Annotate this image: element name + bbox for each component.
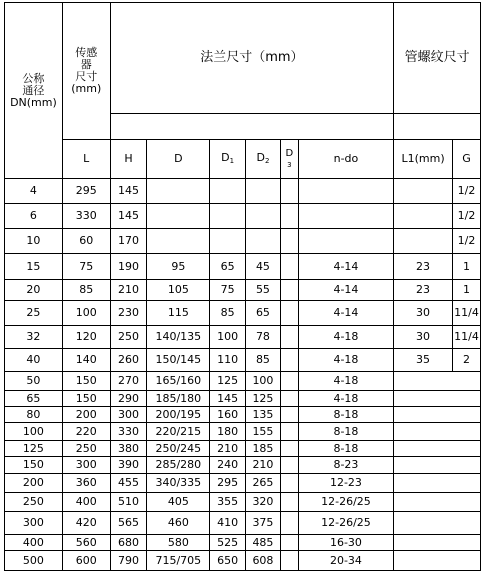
cell-dn: 100 [5,423,63,441]
cell-D [147,229,210,254]
cell-ndo: 4-14 [298,254,393,280]
cell-H: 510 [110,493,147,512]
cell-D1: 85 [210,301,246,326]
cell-L1 [394,179,453,204]
cell-L: 360 [62,474,110,493]
cell-L: 420 [62,512,110,535]
header-dn [5,3,63,179]
cell-ndo: 12-23 [298,474,393,493]
cell-ndo [298,179,393,204]
empty-thread-area [394,372,481,391]
cell-D1: 525 [210,535,246,551]
cell-D3 [280,512,298,535]
cell-L: 120 [62,326,110,349]
table-row [5,204,481,229]
cell-D2: 55 [246,280,281,301]
cell-dn: 20 [5,280,63,301]
cell-G: 1/2 [452,204,480,229]
table-row [5,474,481,493]
header-sensor-line1: 传感 [75,46,98,59]
col-header-L: L [62,140,110,179]
cell-D2: 155 [246,423,281,441]
cell-D1: 100 [210,326,246,349]
empty-thread-area [394,512,481,535]
cell-ndo [298,204,393,229]
cell-L: 100 [62,301,110,326]
cell-D3 [280,474,298,493]
cell-D3 [280,229,298,254]
table-row [5,349,481,372]
table-row [5,280,481,301]
cell-ndo: 4-18 [298,349,393,372]
cell-D: 95 [147,254,210,280]
table-row [5,407,481,423]
table-row [5,391,481,407]
cell-L: 250 [62,441,110,457]
cell-D1: 65 [210,254,246,280]
cell-dn: 50 [5,372,63,391]
col-header-L1: L1(mm) [394,140,453,179]
cell-L: 75 [62,254,110,280]
cell-D: 285/280 [147,457,210,474]
cell-H: 260 [110,349,147,372]
cell-dn: 500 [5,551,63,571]
cell-D3 [280,423,298,441]
cell-H: 145 [110,204,147,229]
empty-thread-area [394,423,481,441]
cell-dn: 125 [5,441,63,457]
cell-L: 220 [62,423,110,441]
cell-D2: 65 [246,301,281,326]
cell-D1: 160 [210,407,246,423]
header-sensor-line2: 器 [80,58,92,71]
cell-G: 1 [452,280,480,301]
cell-ndo: 4-18 [298,326,393,349]
cell-H: 250 [110,326,147,349]
cell-dn: 32 [5,326,63,349]
cell-D: 115 [147,301,210,326]
cell-D2: 608 [246,551,281,571]
cell-H: 170 [110,229,147,254]
cell-L: 200 [62,407,110,423]
cell-L: 300 [62,457,110,474]
cell-D1: 145 [210,391,246,407]
empty-thread-area [394,457,481,474]
cell-D: 340/335 [147,474,210,493]
cell-ndo: 12-26/25 [298,512,393,535]
cell-D3 [280,301,298,326]
dimension-table [4,2,481,571]
cell-ndo: 8-18 [298,423,393,441]
cell-L1 [394,204,453,229]
header-spacer-thread [394,114,481,140]
cell-D3 [280,204,298,229]
cell-D2: 78 [246,326,281,349]
header-flange: 法兰尺寸（mm） [110,3,394,114]
cell-D3 [280,441,298,457]
empty-thread-area [394,441,481,457]
cell-dn: 4 [5,179,63,204]
col-header-D2: $D_2$ [246,140,281,179]
cell-L: 600 [62,551,110,571]
cell-H: 145 [110,179,147,204]
cell-D2: 375 [246,512,281,535]
cell-ndo: 4-14 [298,280,393,301]
cell-D3 [280,551,298,571]
table-row [5,179,481,204]
table-row [5,229,481,254]
cell-D2: 45 [246,254,281,280]
cell-D: 250/245 [147,441,210,457]
cell-H: 300 [110,407,147,423]
cell-D: 150/145 [147,349,210,372]
cell-D3 [280,457,298,474]
cell-ndo: 20-34 [298,551,393,571]
table-row [5,441,481,457]
cell-G: 1/2 [452,179,480,204]
cell-D2: 100 [246,372,281,391]
cell-L: 60 [62,229,110,254]
cell-dn: 150 [5,457,63,474]
table-row [5,535,481,551]
table-row [5,326,481,349]
table-row [5,512,481,535]
cell-L: 140 [62,349,110,372]
cell-D: 185/180 [147,391,210,407]
cell-L: 400 [62,493,110,512]
cell-ndo: 16-30 [298,535,393,551]
header-sensor [62,3,110,140]
cell-dn: 300 [5,512,63,535]
cell-dn: 15 [5,254,63,280]
cell-G: 1/2 [452,229,480,254]
col-header-D3: D $_3$ [280,140,298,179]
cell-L1: 30 [394,301,453,326]
table-row [5,457,481,474]
cell-D: 405 [147,493,210,512]
cell-H: 680 [110,535,147,551]
cell-D1: 295 [210,474,246,493]
cell-D1: 650 [210,551,246,571]
cell-dn: 80 [5,407,63,423]
cell-H: 230 [110,301,147,326]
cell-L: 295 [62,179,110,204]
cell-D: 200/195 [147,407,210,423]
header-sensor-line4: (mm) [71,82,102,95]
table-row [5,423,481,441]
cell-dn: 40 [5,349,63,372]
cell-H: 790 [110,551,147,571]
cell-D2: 125 [246,391,281,407]
col-header-G: G [452,140,480,179]
cell-D3 [280,493,298,512]
cell-H: 330 [110,423,147,441]
cell-D1: 110 [210,349,246,372]
cell-dn: 10 [5,229,63,254]
cell-dn: 25 [5,301,63,326]
table-row [5,551,481,571]
col-header-ndo: n-do [298,140,393,179]
cell-ndo [298,229,393,254]
cell-L: 85 [62,280,110,301]
cell-H: 270 [110,372,147,391]
cell-L: 150 [62,372,110,391]
cell-D [147,204,210,229]
cell-ndo: 4-14 [298,301,393,326]
cell-dn: 6 [5,204,63,229]
cell-D: 165/160 [147,372,210,391]
cell-D3 [280,254,298,280]
cell-dn: 65 [5,391,63,407]
empty-thread-area [394,493,481,512]
header-dn-line1: 公称 [22,71,45,85]
cell-H: 455 [110,474,147,493]
cell-H: 565 [110,512,147,535]
cell-dn: 400 [5,535,63,551]
cell-ndo: 4-18 [298,391,393,407]
cell-D1: 125 [210,372,246,391]
empty-thread-area [394,535,481,551]
table-row [5,372,481,391]
empty-thread-area [394,407,481,423]
cell-ndo: 8-23 [298,457,393,474]
empty-thread-area [394,391,481,407]
cell-D1: 75 [210,280,246,301]
cell-G: 11/4 [452,326,480,349]
cell-D1: 180 [210,423,246,441]
cell-G: 11/4 [452,301,480,326]
cell-L1 [394,229,453,254]
cell-D3 [280,407,298,423]
cell-L: 150 [62,391,110,407]
cell-D2: 265 [246,474,281,493]
cell-H: 390 [110,457,147,474]
empty-thread-area [394,551,481,571]
cell-L: 560 [62,535,110,551]
cell-L1: 23 [394,280,453,301]
cell-D1: 410 [210,512,246,535]
cell-D: 580 [147,535,210,551]
cell-D2 [246,229,281,254]
cell-D3 [280,349,298,372]
header-dn-line2: 通径 [22,83,45,97]
col-header-H: H [110,140,147,179]
cell-D [147,179,210,204]
empty-thread-area [394,474,481,493]
header-dn-line3: DN(mm) [10,95,57,109]
cell-D: 460 [147,512,210,535]
col-header-D1: $D_1$ [210,140,246,179]
cell-D1 [210,179,246,204]
cell-D: 140/135 [147,326,210,349]
cell-D3 [280,535,298,551]
cell-D1: 355 [210,493,246,512]
table-row [5,254,481,280]
cell-G: 2 [452,349,480,372]
cell-ndo: 8-18 [298,441,393,457]
col-header-D: D [147,140,210,179]
cell-H: 290 [110,391,147,407]
cell-D: 715/705 [147,551,210,571]
cell-D2: 135 [246,407,281,423]
cell-D3 [280,280,298,301]
table-row [5,493,481,512]
cell-ndo: 4-18 [298,372,393,391]
cell-D1 [210,229,246,254]
table-row [5,301,481,326]
cell-D3 [280,391,298,407]
cell-dn: 250 [5,493,63,512]
cell-D2: 210 [246,457,281,474]
cell-G: 1 [452,254,480,280]
cell-H: 210 [110,280,147,301]
cell-D3 [280,372,298,391]
cell-D2: 85 [246,349,281,372]
cell-D1: 210 [210,441,246,457]
cell-D1 [210,204,246,229]
cell-ndo: 12-26/25 [298,493,393,512]
cell-H: 380 [110,441,147,457]
cell-D3 [280,179,298,204]
cell-L1: 23 [394,254,453,280]
cell-ndo: 8-18 [298,407,393,423]
cell-dn: 200 [5,474,63,493]
cell-H: 190 [110,254,147,280]
cell-L: 330 [62,204,110,229]
cell-D3 [280,326,298,349]
cell-L1: 30 [394,326,453,349]
header-spacer-flange [110,114,394,140]
header-thread: 管螺纹尺寸 [394,3,481,114]
cell-D2: 485 [246,535,281,551]
cell-D2 [246,179,281,204]
header-sensor-line3: 尺寸 [75,70,98,83]
cell-D: 220/215 [147,423,210,441]
cell-D2: 185 [246,441,281,457]
cell-D: 105 [147,280,210,301]
cell-D1: 240 [210,457,246,474]
cell-D2 [246,204,281,229]
cell-L1: 35 [394,349,453,372]
cell-D2: 320 [246,493,281,512]
